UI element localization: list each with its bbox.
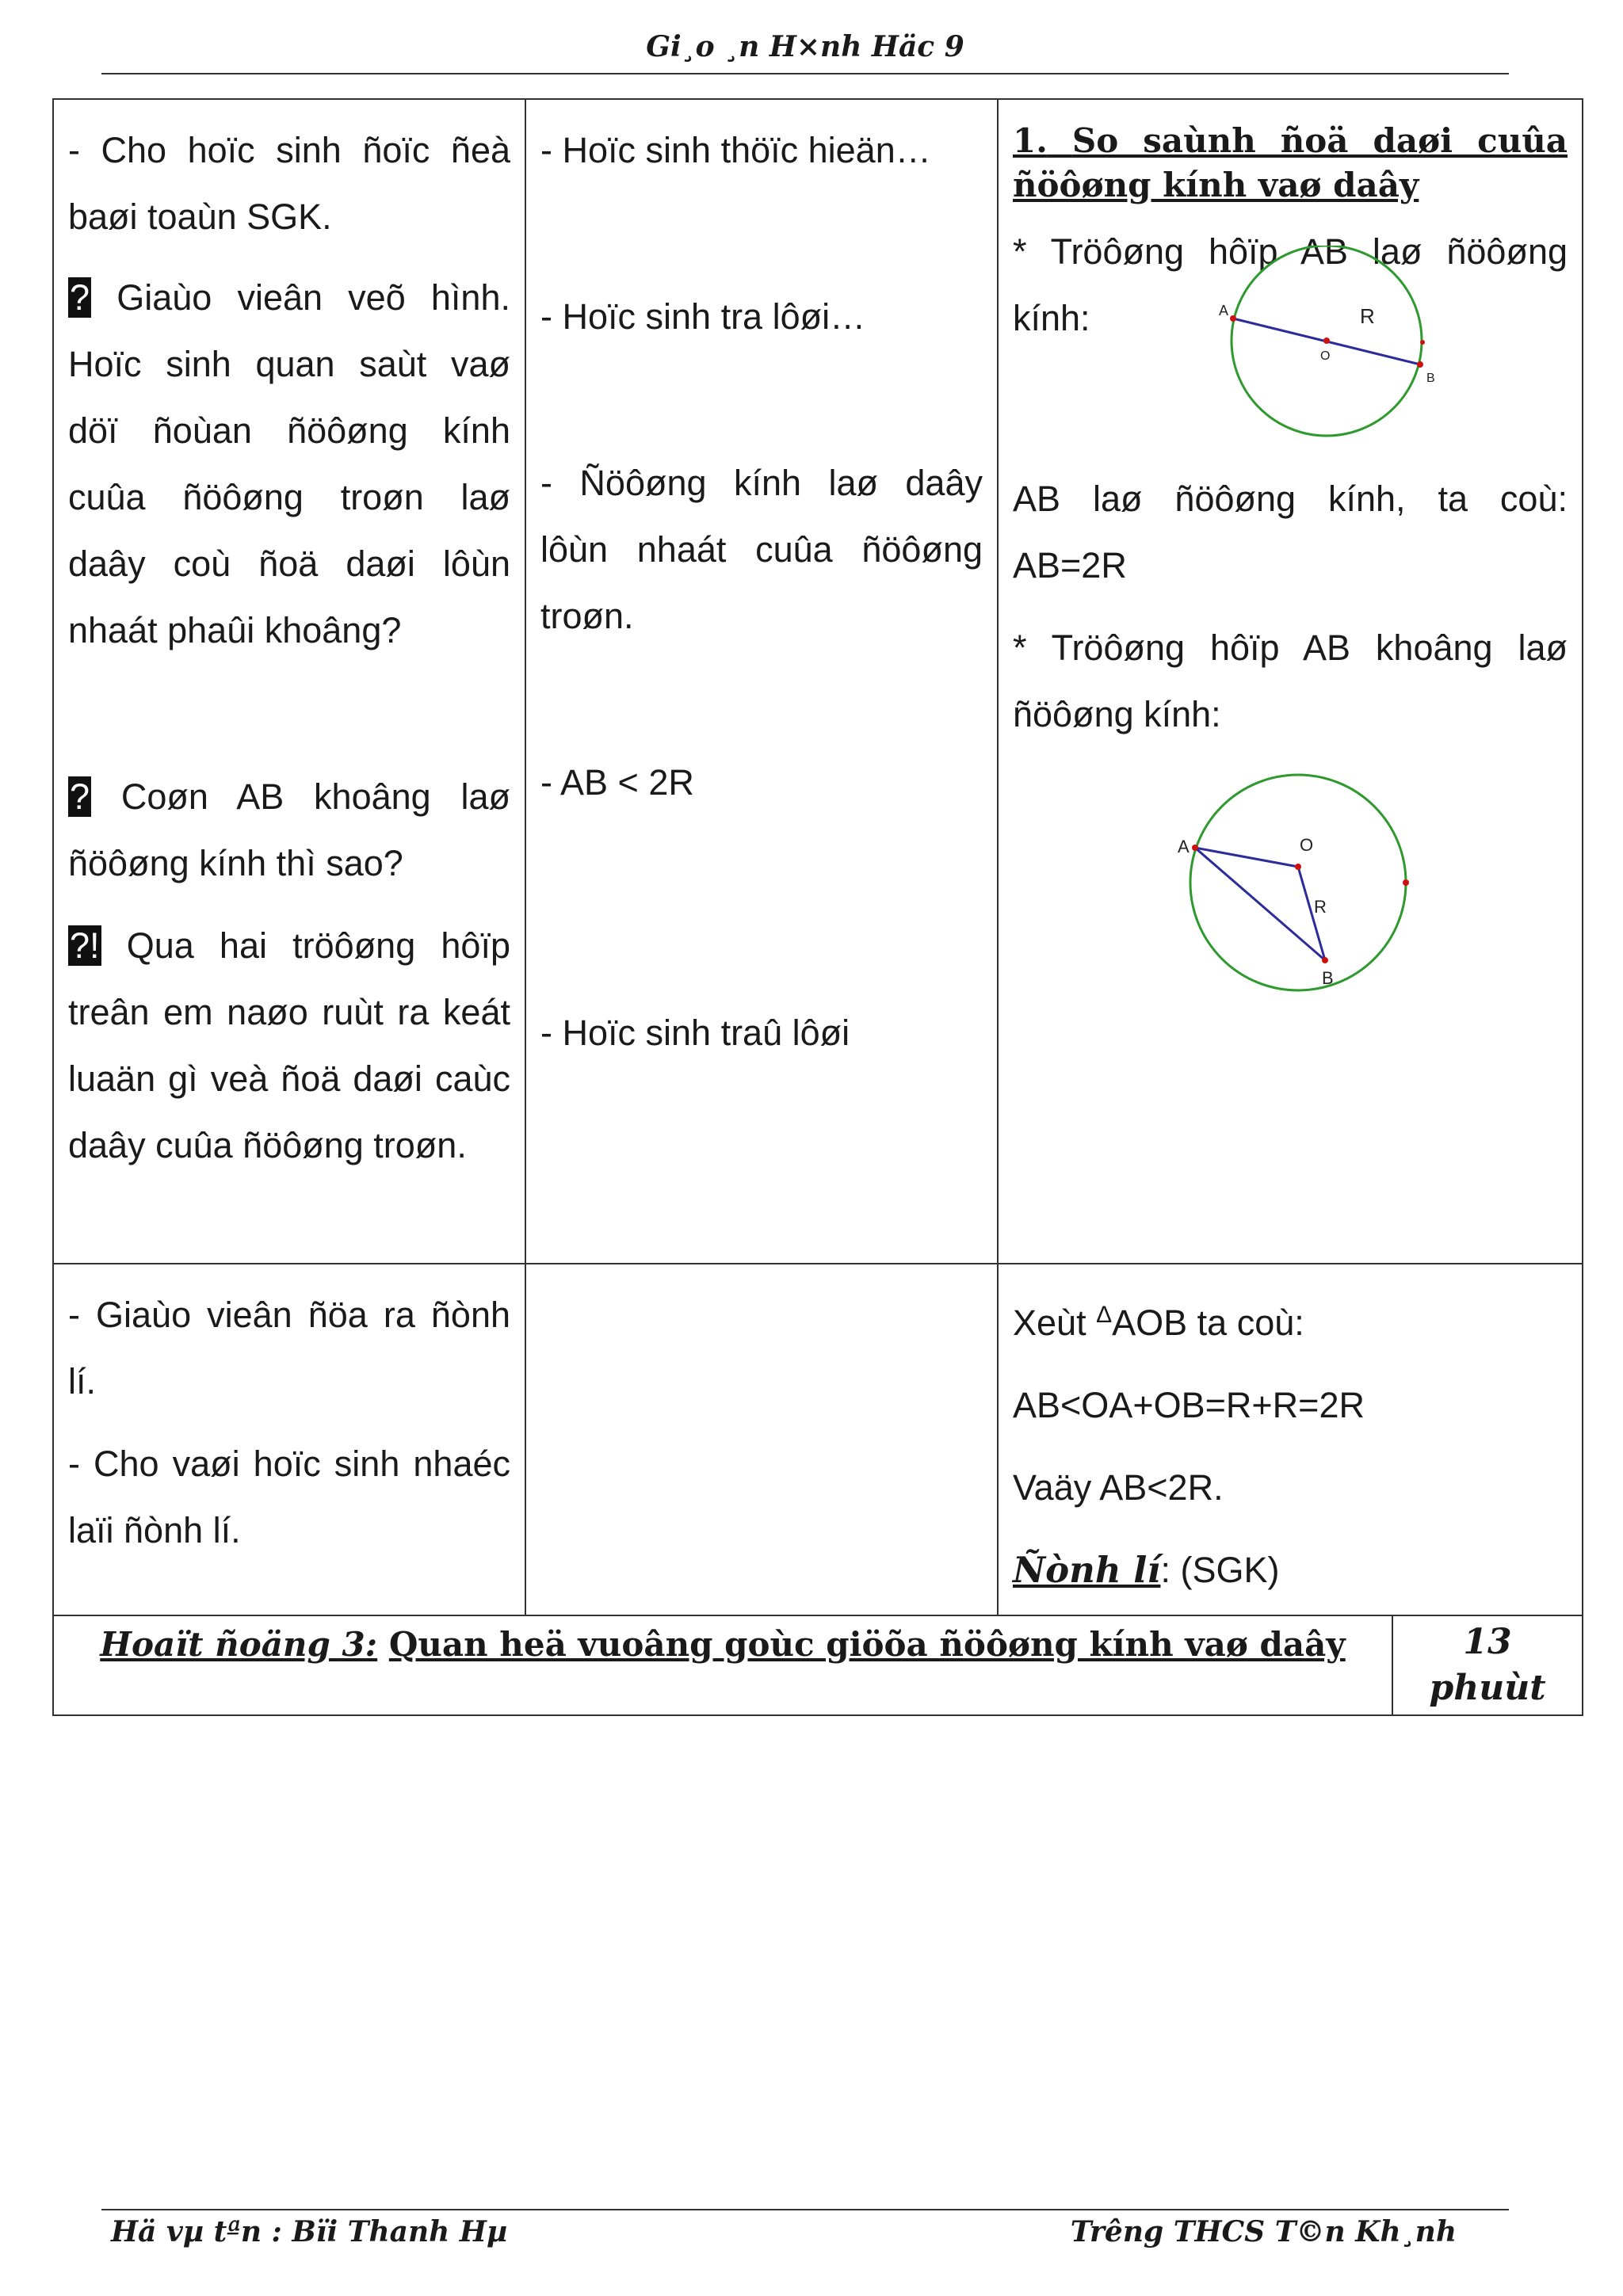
activity-time-cell [1392,1615,1583,1715]
proof-line-3: Vaäy AB<2R. [1013,1467,1224,1508]
label-a: A [1178,837,1190,856]
theorem-line: Ñònh lí: (SGK) [1013,1549,1280,1591]
point-b [1417,361,1423,368]
student-text-5: - Hoïc sinh traû lôøi [540,1013,850,1053]
student-text-4: - AB < 2R [540,762,694,803]
footer-author: Hä vµ tªn : Bïi Thanh Hµ [111,2215,508,2248]
point-a [1192,845,1198,851]
proof-line-1: Xeùt $^\Delta$AOB ta coù: [1013,1302,1304,1343]
point-o [1323,338,1330,344]
question-mark-badge: ? [70,277,90,318]
section-heading: 1. So saùnh ñoä daøi cuûa ñöôøng kính vaø daây [1013,121,1568,204]
row-comparison [53,99,1583,1264]
point-extra [1420,340,1425,345]
label-b: B [1426,372,1435,385]
teacher-question-3: ?! Qua hai tröôøng hôïp treân em naøo ruùt ra keát luaän gì veà ñoä daøi caùc daây cuûa ñöôøng troøn. [68,925,510,1165]
theorem-label: Ñònh lí [1013,1549,1161,1591]
student-text-1: - Hoïc sinh thöïc hieän… [540,130,931,170]
lesson-table [52,98,1583,1616]
case1-result: AB laø ñöôøng kính, ta coù: AB=2R [1013,479,1568,585]
teacher-activity-cell [53,99,525,1264]
proof-line-2: AB<OA+OB=R+R=2R [1013,1385,1365,1425]
activity-name: Quan heä vuoâng goùc giöõa ñöôøng kính vaø daây [388,1625,1346,1664]
diameter-figure [1187,246,1472,452]
teacher-activity-cell [53,1264,525,1615]
chord-figure [1155,753,1441,1006]
content-cell [998,1264,1583,1615]
footer-school: Trêng THCS T©n Kh¸nh [1070,2215,1457,2248]
content-cell [998,99,1583,1264]
teacher-text-repeat: - Cho vaøi hoïc sinh nhaéc laïi ñònh lí. [68,1444,510,1550]
student-text-3: - Ñöôøng kính laø daây lôùn nhaát cuûa ñöôøng troøn. [540,463,983,636]
triangle-symbol: Δ [1096,1302,1113,1328]
header-rule [101,73,1509,74]
case2-text: * Tröôøng hôïp AB khoâng laø ñöôøng kính: [1013,627,1568,734]
point-o [1295,864,1301,870]
chord-ab [1195,848,1325,960]
point-a [1230,315,1236,322]
point-extra [1403,879,1409,886]
case1-block [1013,219,1568,466]
case1-text: * Tröôøng hôïp AB laø ñöôøng kính: [1013,231,1568,338]
label-r: R [1360,304,1375,328]
student-activity-cell-empty [525,1264,998,1615]
radius-oa [1195,848,1298,867]
teacher-text-1: - Cho hoïc sinh ñoïc ñeà baøi toaùn SGK. [68,130,510,237]
footer-rule [101,2209,1509,2210]
teacher-question-1: ? Giaùo vieân veõ hình. Hoïc sinh quan saùt vaø döï ñoùan ñöôøng kính cuûa ñöôøng troøn laø daây coù ñoä daøi lôùn nhaát phaûi khoâng? [68,277,510,650]
activity-title [54,1616,1392,1673]
student-activity-cell [525,99,998,1264]
activity-title-cell [53,1615,1392,1715]
label-a: A [1219,303,1229,318]
label-o: O [1300,835,1314,855]
label-r: R [1314,897,1327,917]
question-mark-badge: ? [70,776,90,817]
teacher-text-theorem: - Giaùo vieân ñöa ra ñònh lí. [68,1295,510,1402]
activity-time: 13 phuùt [1429,1622,1546,1708]
label-o: O [1320,349,1331,363]
activity-label: Hoaït ñoäng 3: [100,1625,378,1664]
question-exclaim-badge: ?! [70,925,100,966]
circle [1190,775,1406,990]
row-theorem [53,1264,1583,1615]
page-header-title: Gi¸o ¸n H×nh Häc 9 [646,30,964,63]
teacher-question-2: ? Coøn AB khoâng laø ñöôøng kính thì sao? [68,776,510,883]
label-b: B [1322,968,1334,988]
activity-table [52,1615,1583,1716]
student-text-2: - Hoïc sinh tra lôøi… [540,296,866,337]
activity-row [53,1615,1583,1715]
point-b [1322,957,1328,963]
